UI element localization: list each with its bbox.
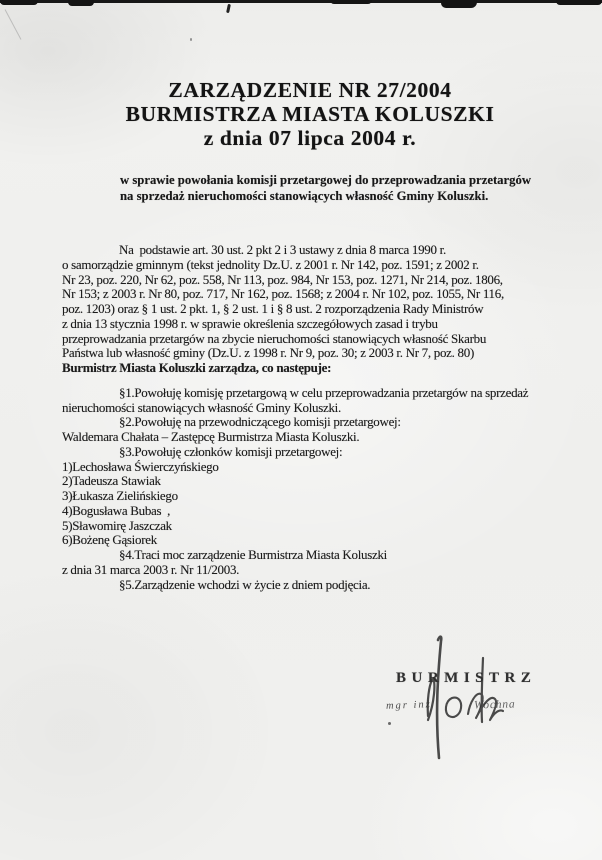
body-line: Nr 23, poz. 220, Nr 62, poz. 558, Nr 113, poz. 984, Nr 153, poz. 1271, Nr 214, poz. 1806, bbox=[62, 271, 503, 287]
body-line: poz. 1203) oraz § 1 ust. 2 pkt. 1, § 2 ust. 1 i § 8 ust. 2 rozporządzenia Rady Ministrów bbox=[62, 301, 484, 316]
scan-speck-dot bbox=[190, 38, 192, 41]
body-line: 6)Bożenę Gąsiorek bbox=[62, 532, 157, 548]
handwritten-signature-icon bbox=[380, 630, 550, 765]
body-line: 1)Lechosława Świerczyńskiego bbox=[62, 458, 219, 474]
body-line: §2.Powołuję na przewodniczącego komisji przetargowej: bbox=[119, 414, 401, 430]
body-line: 3)Łukasza Zielińskiego bbox=[62, 488, 178, 503]
body-line: Waldemara Chałata – Zastępcę Burmistrza Miasta Koluszki. bbox=[62, 429, 360, 444]
body-line: z dnia 13 stycznia 1998 r. w sprawie określenia szczegółowych zasad i trybu bbox=[62, 315, 438, 331]
body-line: 4)Bogusława Bubas , bbox=[62, 502, 171, 518]
body-line: §4.Traci moc zarządzenie Burmistrza Miasta Koluszki bbox=[119, 547, 387, 562]
scan-blob-top-left bbox=[68, 0, 94, 6]
body-line: z dnia 31 marca 2003 r. Nr 11/2003. bbox=[62, 561, 240, 577]
scan-blob-top-right-edge bbox=[556, 0, 602, 5]
body-line: Nr 153; z 2003 r. Nr 80, poz. 717, Nr 162, poz. 1568; z 2004 r. Nr 102, poz. 1055, Nr 116, bbox=[62, 286, 504, 302]
burmistrz-stamp-label: BURMISTRZ bbox=[396, 670, 537, 686]
scan-blob-top-center bbox=[330, 0, 372, 4]
scan-speck-mark bbox=[226, 4, 231, 13]
body-line: 2)Tadeusza Stawiak bbox=[62, 473, 161, 489]
subject-line: w sprawie powołania komisji przetargowej do przeprowadzania przetargów bbox=[120, 173, 532, 187]
body-line: przeprowadzania przetargów na zbycie nieruchomości stanowiących własność Skarbu bbox=[62, 330, 487, 346]
body-line: §5.Zarządzenie wchodzi w życie z dniem podjęcia. bbox=[119, 576, 371, 592]
body-line: Burmistrz Miasta Koluszki zarządza, co następuje: bbox=[62, 360, 332, 375]
signer-name-text: Wochna bbox=[473, 698, 516, 712]
body-line: 5)Sławomirę Jaszczak bbox=[62, 517, 172, 533]
ordinance-body-text bbox=[62, 243, 592, 592]
body-line: §3.Powołuję członków komisji przetargowej: bbox=[119, 443, 343, 459]
body-line: §1.Powołuję komisję przetargową w celu przeprowadzania przetargów na sprzedaż bbox=[119, 384, 529, 400]
ordinance-number-line: ZARZĄDZENIE NR 27/2004 bbox=[168, 78, 452, 102]
subject-line: na sprzedaż nieruchomości stanowiących własność Gminy Koluszki. bbox=[120, 188, 489, 203]
signer-title-text: mgr inż bbox=[385, 699, 432, 712]
ordinance-date-line: z dnia 07 lipca 2004 r. bbox=[203, 125, 417, 150]
body-line: Państwa lub własność gminy (Dz.U. z 1998 r. Nr 9, poz. 30; z 2003 r. Nr 7, poz. 80) bbox=[62, 345, 474, 361]
ordinance-title-block bbox=[0, 79, 602, 150]
body-line: Na podstawie art. 30 ust. 2 pkt 2 i 3 ustawy z dnia 8 marca 1990 r. bbox=[119, 242, 446, 257]
scan-blob-top-right bbox=[441, 0, 477, 8]
scan-corner-scratch bbox=[5, 9, 22, 39]
ordinance-authority-line: BURMISTRZA MIASTA KOLUSZKI bbox=[125, 101, 495, 126]
ordinance-subject-block bbox=[120, 173, 580, 205]
scan-blob-top-left-edge bbox=[0, 0, 38, 5]
body-line: nieruchomości stanowiących własność Gminy Koluszki. bbox=[62, 399, 341, 415]
body-line: o samorządzie gminnym (tekst jednolity Dz.U. z 2001 r. Nr 142, poz. 1591; z 2002 r. bbox=[62, 256, 479, 272]
